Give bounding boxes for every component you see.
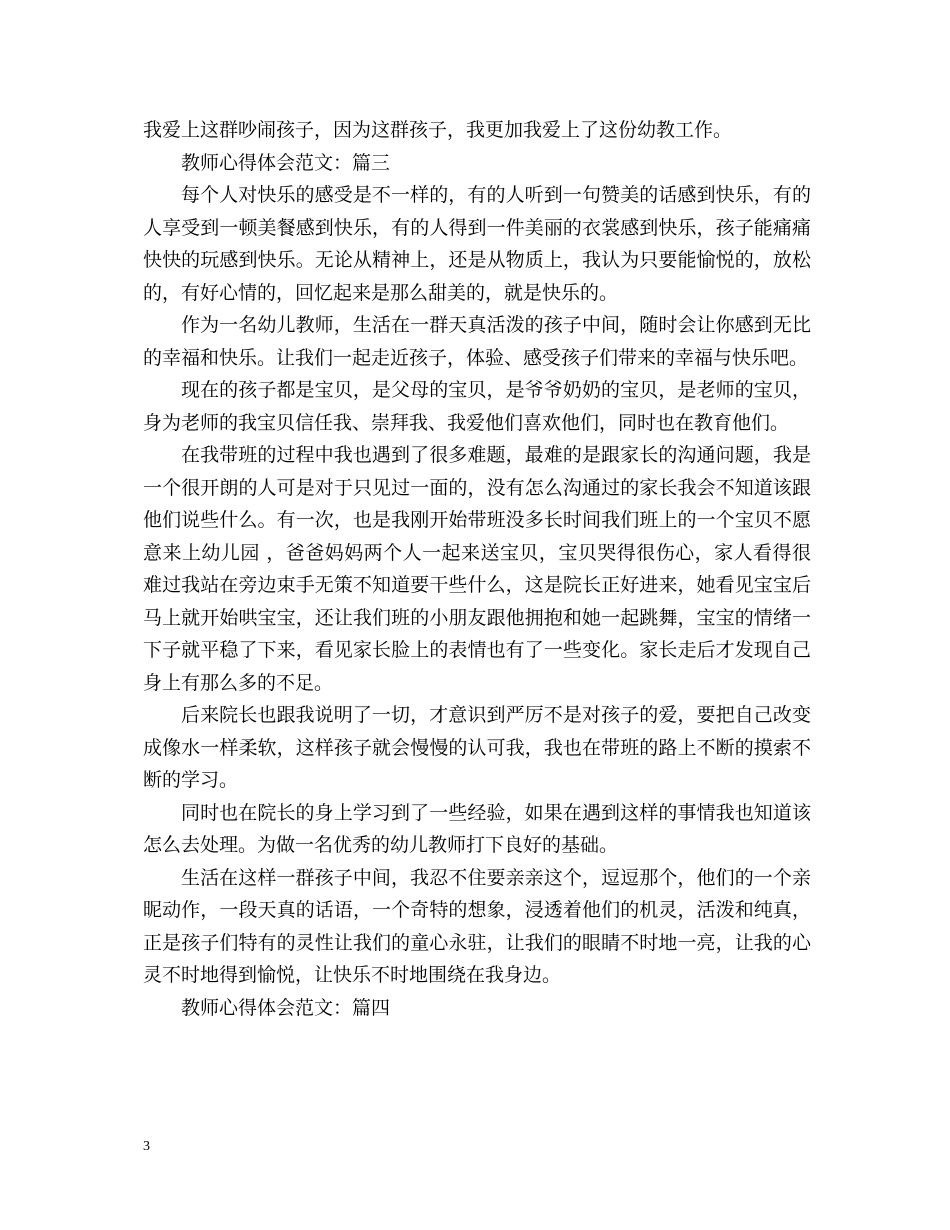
- paragraph: 同时也在院长的身上学习到了一些经验，如果在遇到这样的事情我也知道该怎么去处理。为做一名优秀的幼儿教师打下良好的基础。: [143, 801, 811, 856]
- paragraph: 生活在这样一群孩子中间，我忍不住要亲亲这个，逗逗那个，他们的一个亲昵动作，一段天真的话语，一个奇特的想象，浸透着他们的机灵，活泼和纯真，正是孩子们特有的灵性让我们的童心永驻，让我们的眼睛不时地一亮，让我的心灵不时地得到愉悦，让快乐不时地围绕在我身边。: [143, 866, 811, 986]
- paragraph: 每个人对快乐的感受是不一样的，有的人听到一句赞美的话感到快乐，有的人享受到一顿美餐感到快乐，有的人得到一件美丽的衣裳感到快乐，孩子能痛痛快快的玩感到快乐。无论从精神上，还是从物质上，我认为只要能愉悦的，放松的，有好心情的，回忆起来是那么甜美的，就是快乐的。: [143, 184, 811, 304]
- section-heading: 教师心得体会范文：篇四: [181, 996, 391, 1019]
- paragraph: 我爱上这群吵闹孩子，因为这群孩子，我更加我爱上了这份幼教工作。: [143, 119, 733, 141]
- document-body: [143, 114, 811, 1024]
- section-heading: 教师心得体会范文：篇三: [181, 151, 391, 174]
- paragraph: 后来院长也跟我说明了一切，才意识到严厉不是对孩子的爱，要把自己改变成像水一样柔软，这样孩子就会慢慢的认可我，我也在带班的路上不断的摸索不断的学习。: [143, 704, 811, 791]
- paragraph: 现在的孩子都是宝贝，是父母的宝贝，是爷爷奶奶的宝贝，是老师的宝贝，身为老师的我宝贝信任我、崇拜我、我爱他们喜欢他们，同时也在教育他们。: [143, 379, 811, 434]
- page-number: 3: [143, 1139, 150, 1154]
- paragraph: 作为一名幼儿教师，生活在一群天真活泼的孩子中间，随时会让你感到无比的幸福和快乐。让我们一起走近孩子，体验、感受孩子们带来的幸福与快乐吧。: [143, 314, 811, 369]
- paragraph: 在我带班的过程中我也遇到了很多难题，最难的是跟家长的沟通问题，我是一个很开朗的人可是对于只见过一面的，没有怎么沟通过的家长我会不知道该跟他们说些什么。有一次，也是我刚开始带班没多长时间我们班上的一个宝贝不愿意来上幼儿园 ，爸爸妈妈两个人一起来送宝贝，宝贝哭得很伤心，家人看得很难过我站在旁边束手无策不知道要干些什么，这是院长正好进来，她看见宝宝后马上就开始哄宝宝，还让我们班的小朋友跟他拥抱和她一起跳舞，宝宝的情绪一下子就平稳了下来，看见家长脸上的表情也有了一些变化。家长走后才发现自己身上有那么多的不足。: [143, 444, 811, 694]
